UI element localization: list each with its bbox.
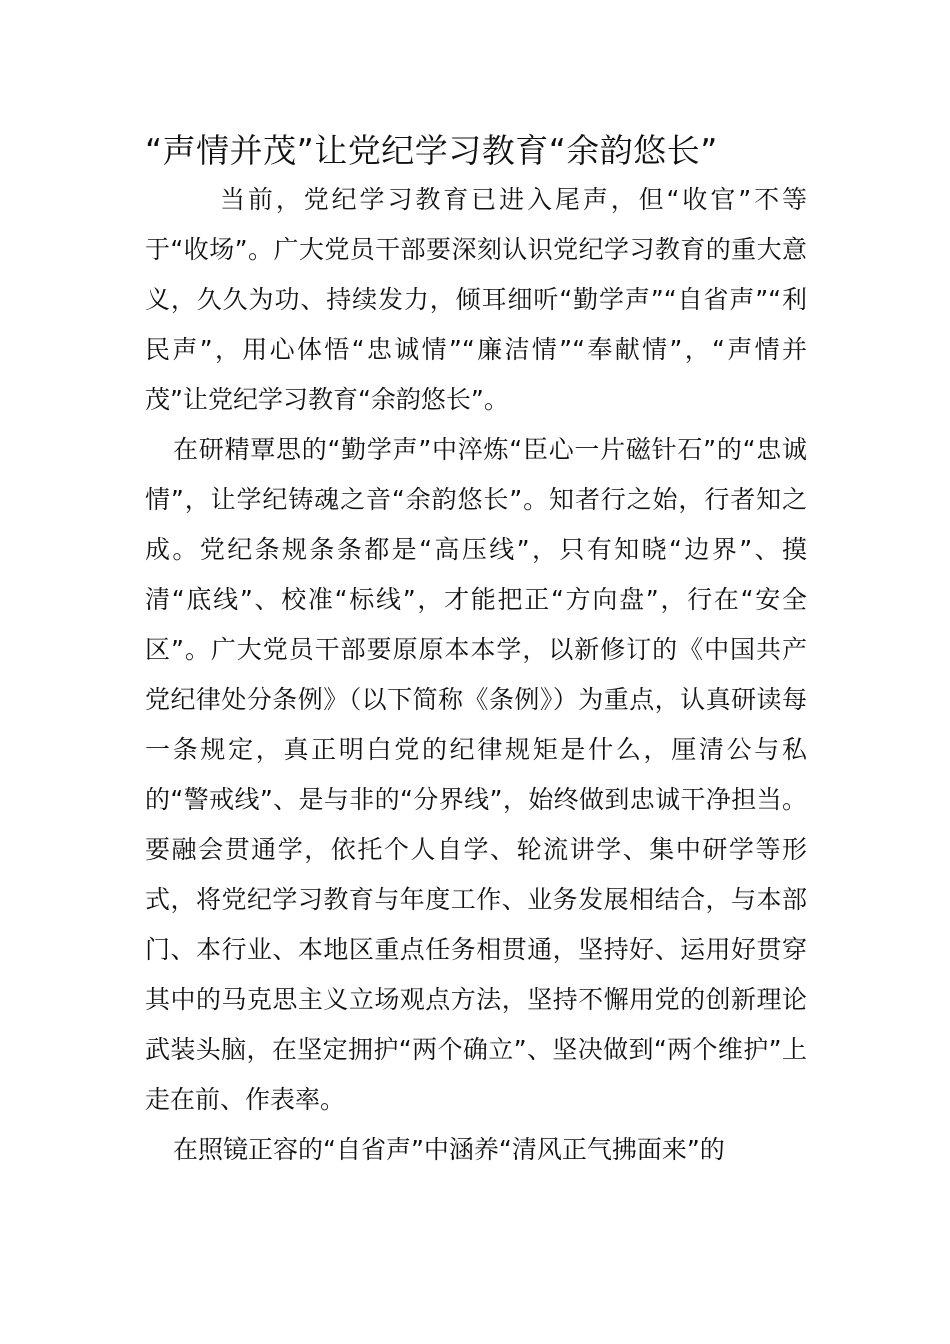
paragraph-self-reflection: 在照镜正容的“自省声”中涵养“清风正气拂面来”的 bbox=[173, 1135, 725, 1164]
document-title: “声情并茂”让党纪学习教育“余韵悠长” bbox=[145, 131, 718, 170]
document-body bbox=[145, 127, 807, 1175]
paragraph-intro: 当前，党纪学习教育已进入尾声，但“收官”不等于“收场”。广大党员干部要深刻认识党纪学习教育的重大意义，久久为功、持续发力，倾耳细听“勤学声”“自省声”“利民声”，用心体悟“忠诚情”“廉洁情”“奉献情”，“声情并茂”让党纪学习教育“余韵悠长”。 bbox=[145, 185, 807, 414]
paragraph-study-voice: 在研精覃思的“勤学声”中淬炼“臣心一片磁针石”的“忠诚情”，让学纪铸魂之音“余韵悠长”。知者行之始，行者知之成。党纪条规条条都是“高压线”，只有知晓“边界”、摸清“底线”、校准“标线”，才能把正“方向盘”，行在“安全区”。广大党员干部要原原本本学，以新修订的《中国共产党纪律处分条例》（以下简称《条例》）为重点，认真研读每一条规定，真正明白党的纪律规矩是什么，厘清公与私的“警戒线”、是与非的“分界线”，始终做到忠诚干净担当。要融会贯通学，依托个人自学、轮流讲学、集中研学等形式，将党纪学习教育与年度工作、业务发展相结合，与本部门、本行业、本地区重点任务相贯通，坚持好、运用好贯穿其中的马克思主义立场观点方法，坚持不懈用党的创新理论武装头脑，在坚定拥护“两个确立”、坚决做到“两个维护”上走在前、作表率。 bbox=[145, 435, 807, 1114]
